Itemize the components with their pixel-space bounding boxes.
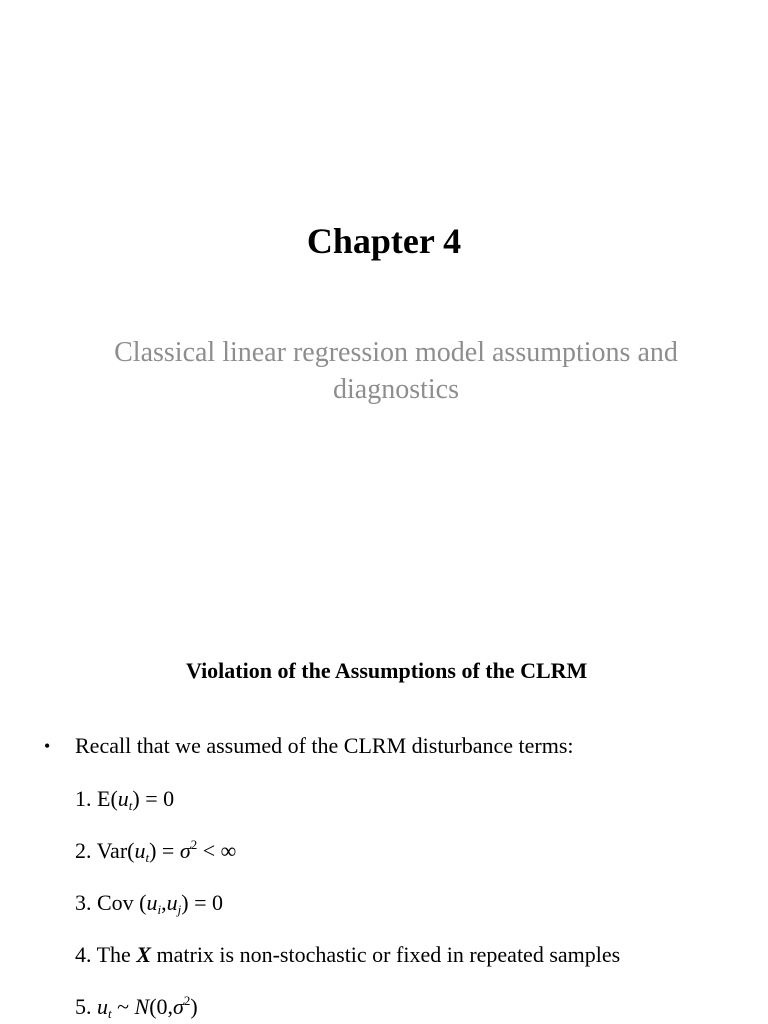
disturbance-variable: u bbox=[166, 890, 178, 915]
assumption-rest: matrix is non-stochastic or fixed in repeated samples bbox=[151, 942, 621, 967]
assumption-function: Cov ( bbox=[97, 890, 147, 915]
open-paren: (0, bbox=[149, 994, 174, 1019]
assumption-rest: ) = 0 bbox=[132, 786, 175, 811]
assumption-function: Var( bbox=[96, 838, 135, 863]
chapter-title: Chapter 4 bbox=[306, 221, 462, 261]
comma: , bbox=[161, 890, 167, 915]
assumption-2 bbox=[75, 837, 236, 865]
assumption-prefix: The bbox=[96, 942, 137, 967]
time-subscript: t bbox=[108, 1006, 112, 1021]
squared-superscript: 2 bbox=[183, 993, 191, 1008]
disturbance-variable: u bbox=[146, 890, 158, 915]
distributed-as: ~ bbox=[111, 994, 135, 1019]
sigma-symbol: σ bbox=[173, 994, 184, 1019]
sigma-symbol: σ bbox=[179, 838, 191, 863]
time-subscript: t bbox=[128, 798, 133, 813]
assumption-5 bbox=[75, 993, 198, 1021]
assumption-3 bbox=[75, 889, 223, 917]
section-heading: Violation of the Assumptions of the CLRM bbox=[186, 658, 588, 683]
assumption-4 bbox=[75, 941, 620, 969]
disturbance-variable: u bbox=[117, 786, 129, 811]
index-subscript: i bbox=[157, 902, 162, 917]
close-paren: ) bbox=[190, 994, 198, 1019]
assumption-equals: ) = bbox=[149, 838, 180, 863]
assumption-number: 3. bbox=[75, 890, 92, 915]
bullet-text: Recall that we assumed of the CLRM disturbance terms: bbox=[75, 733, 574, 758]
assumption-rest: < ∞ bbox=[197, 838, 237, 863]
squared-superscript: 2 bbox=[190, 837, 198, 852]
assumption-number: 1. bbox=[75, 786, 92, 811]
normal-distribution: N bbox=[134, 994, 150, 1019]
assumption-number: 5. bbox=[75, 994, 92, 1019]
assumption-1 bbox=[75, 785, 174, 813]
assumption-number: 4. bbox=[75, 942, 92, 967]
assumption-rest: ) = 0 bbox=[181, 890, 223, 915]
disturbance-variable: u bbox=[134, 838, 146, 863]
disturbance-variable: u bbox=[97, 994, 108, 1019]
chapter-subtitle: Classical linear regression model assumptions and diagnostics bbox=[114, 337, 678, 405]
index-subscript: j bbox=[177, 902, 182, 917]
bullet-icon: • bbox=[44, 736, 51, 756]
assumption-function: E( bbox=[97, 786, 118, 811]
assumption-number: 2. bbox=[75, 838, 92, 863]
matrix-variable: X bbox=[136, 942, 151, 967]
time-subscript: t bbox=[145, 850, 150, 865]
